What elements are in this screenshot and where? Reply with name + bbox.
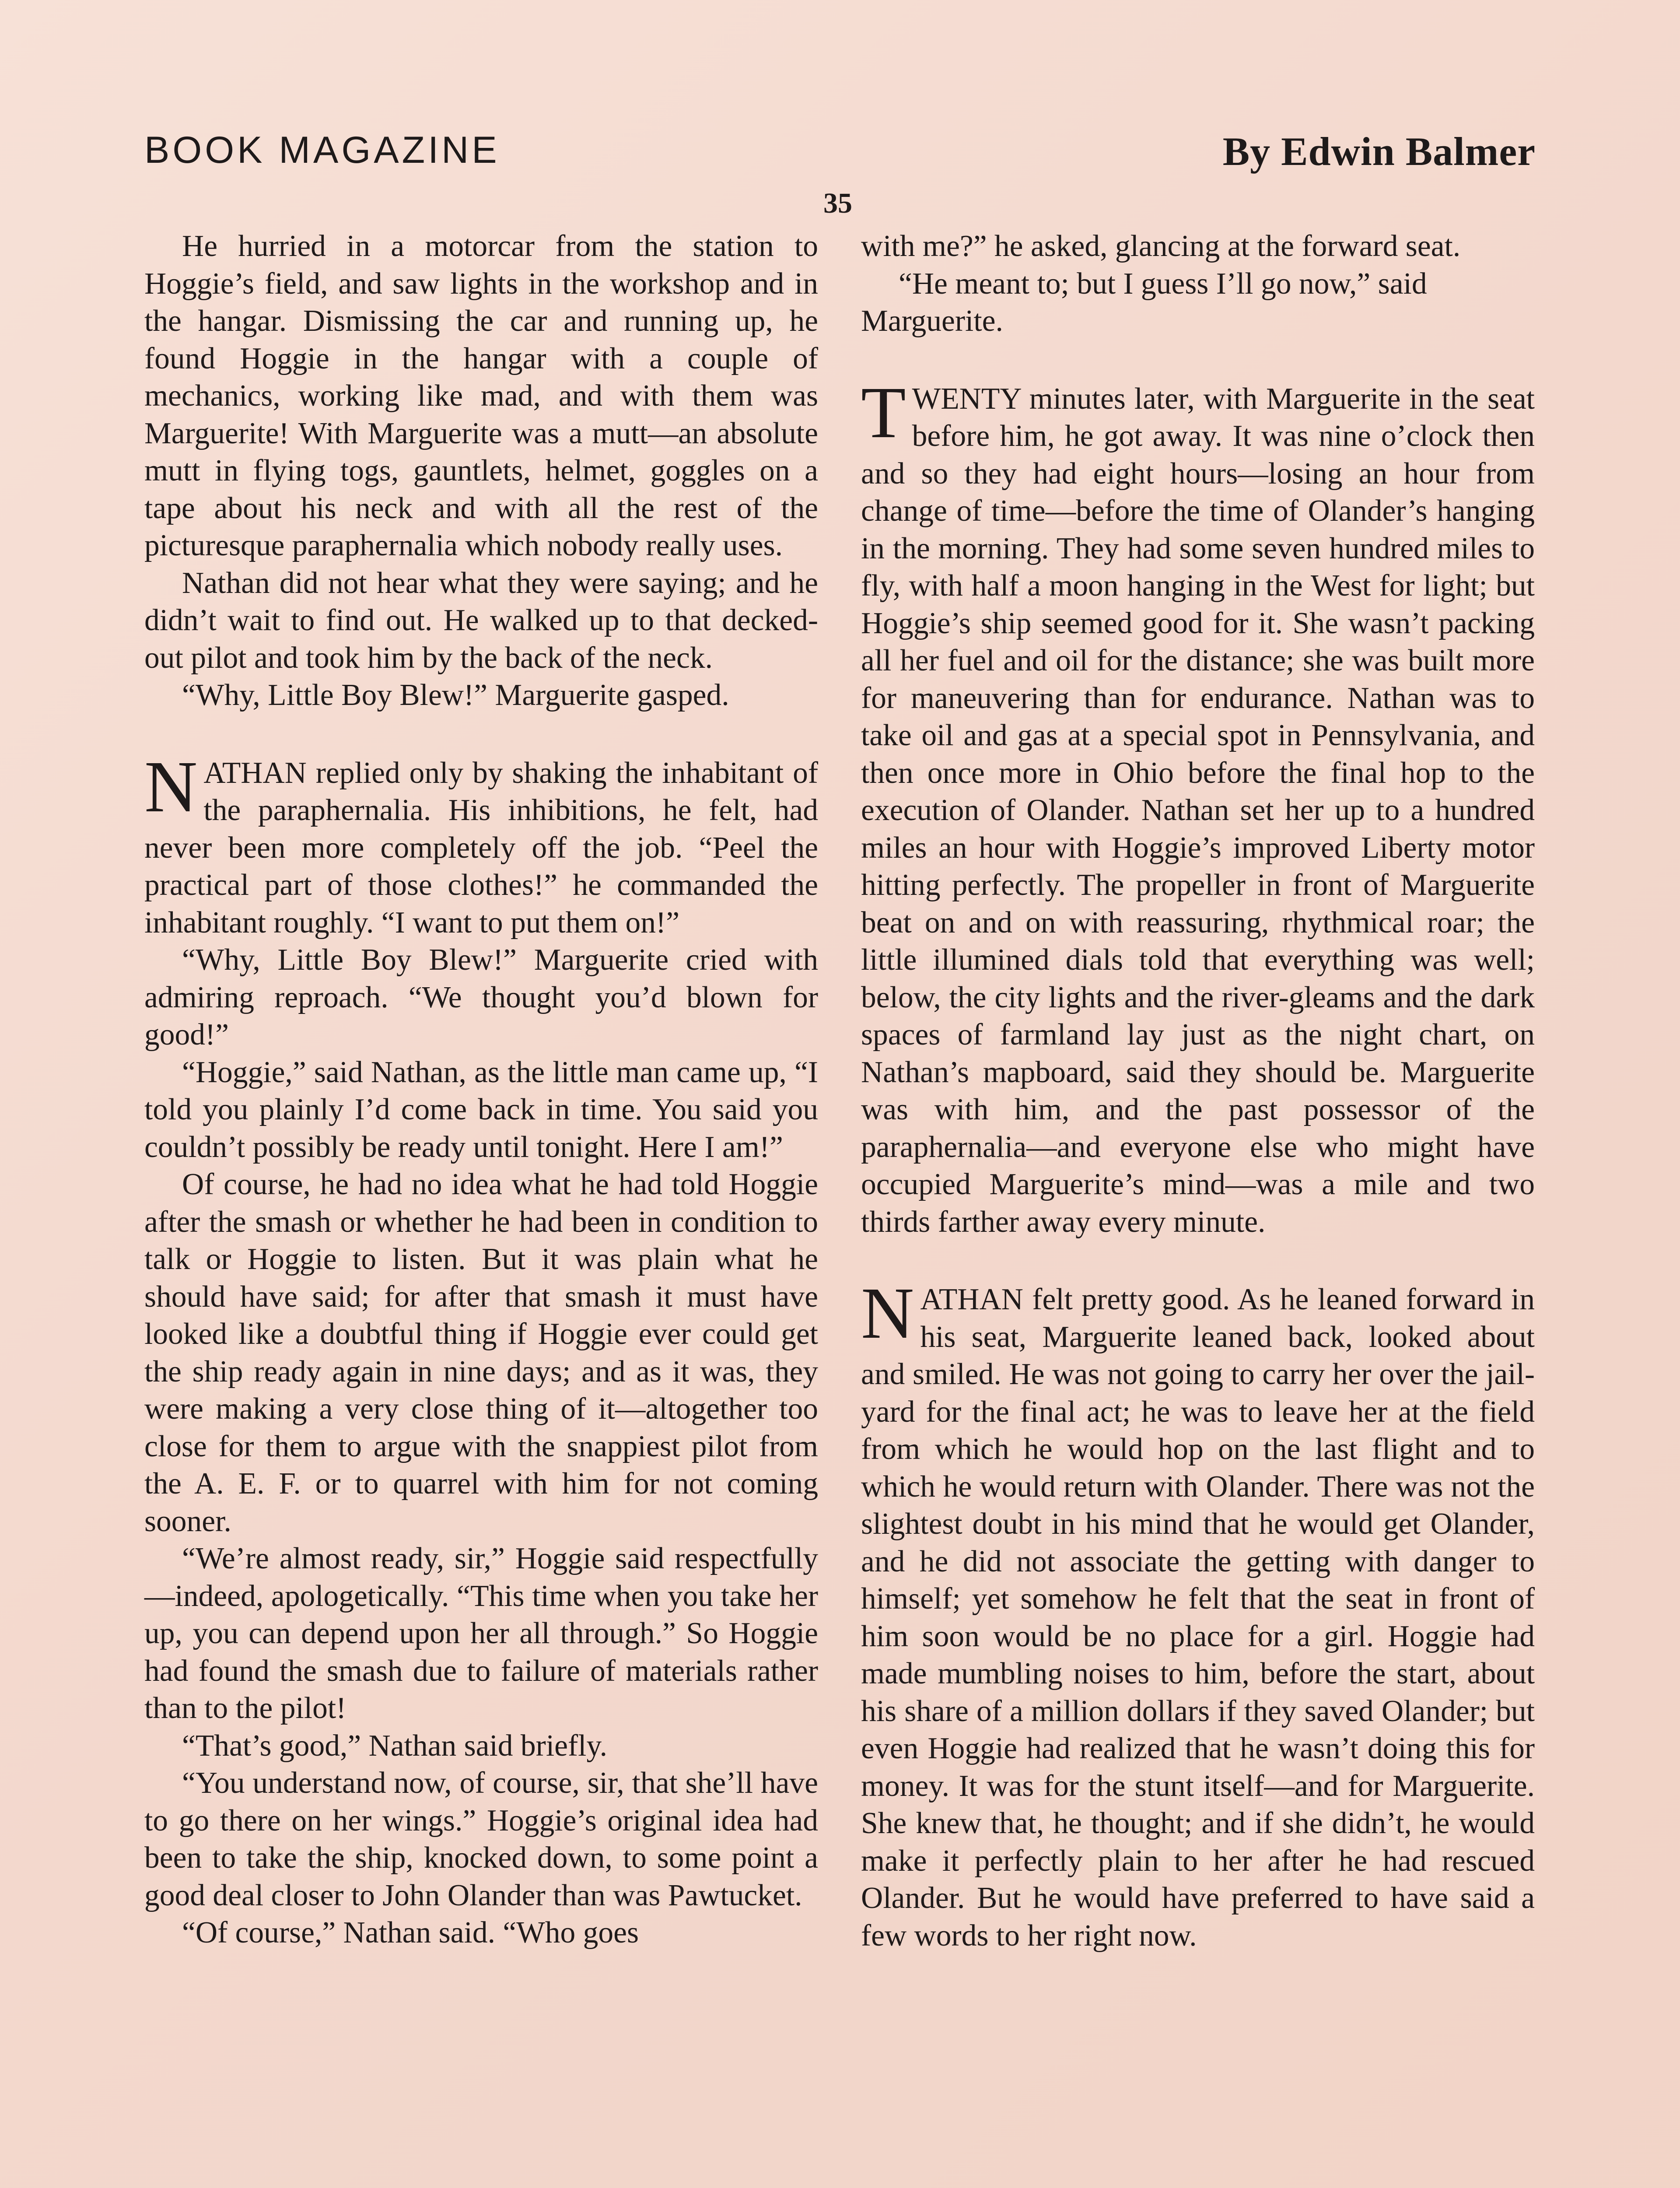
paragraph: “Of course,” Nathan said. “Who goes	[182, 1916, 639, 1950]
paragraph-text: ATHAN replied only by shaking the inhabitant of the paraphernalia. His inhibitions, he felt, had never been more completely off the job. “Peel the practical part of those clothes!” he commanded the inhabitant roughly. “I want to put them on!”	[144, 756, 818, 940]
paragraph: “Why, Little Boy Blew!” Marguerite gasped.	[182, 678, 729, 712]
running-head-magazine-title: BOOK MAGAZINE	[144, 129, 500, 171]
drop-cap: T	[861, 372, 906, 453]
paragraph: “You understand now, of course, sir, that she’ll have to go there on her wings.” Hoggie’s original idea had been to take the ship, knocked down, to some point a good deal closer to John Olander than was Pawtucket.	[144, 1766, 818, 1912]
left-column	[144, 228, 818, 1952]
right-column	[861, 228, 1535, 1954]
paragraph: “He meant to; but I guess I’ll go now,” said Marguerite.	[861, 266, 1427, 338]
running-head-author: By Edwin Balmer	[1222, 129, 1536, 174]
paragraph: “Hoggie,” said Nathan, as the little man came up, “I told you plainly I’d come back in time. You said you couldn’t possibly be ready until tonight. Here I am!”	[144, 1055, 818, 1164]
paragraph: Of course, he had no idea what he had told Hoggie after the smash or whether he had been in condition to talk or Hoggie to listen. But it was plain what he should have said; for after that smash it must have looked like a doubtful thing if Hoggie ever could get the ship ready again in nine days; and as it was, they were making a very close thing of it—altogether too close for them to argue with the snappiest pilot from the A. E. F. or to quarrel with him for not coming sooner.	[144, 1168, 818, 1538]
page-number: 35	[823, 187, 852, 219]
paragraph: He hurried in a motorcar from the station to Hoggie’s field, and saw lights in the workshop and in the hangar. Dismissing the car and running up, he found Hoggie in the hangar with a couple of mechanics, working like mad, and with them was Marguerite! With Marguerite was a mutt—an absolute mutt in flying togs, gauntlets, helmet, goggles on a tape about his neck and with all the rest of the picturesque paraphernalia which nobody really uses.	[144, 229, 818, 562]
paragraph: “That’s good,” Nathan said briefly.	[182, 1729, 608, 1763]
paragraph: Nathan did not hear what they were saying; and he didn’t wait to find out. He walked up to that decked-out pilot and took him by the back of the neck.	[144, 566, 818, 675]
section-paragraph	[861, 372, 1535, 1241]
section-paragraph	[144, 746, 818, 942]
paragraph: “We’re almost ready, sir,” Hoggie said respectfully—indeed, apologetically. “This time when you take her up, you can depend upon her all through.” So Hoggie had found the smash due to failure of materials rather than to the pilot!	[144, 1542, 818, 1725]
drop-cap: N	[144, 746, 198, 828]
paragraph: “Why, Little Boy Blew!” Marguerite cried with admiring reproach. “We thought you’d blown for good!”	[144, 943, 818, 1052]
drop-cap: N	[861, 1273, 914, 1354]
section-paragraph	[861, 1273, 1535, 1954]
paragraph-text: ATHAN felt pretty good. As he leaned forward in his seat, Marguerite leaned back, looked about and smiled. He was not going to carry her over the jail-yard for the final act; he was to leave her at the field from which he would hop on the last flight and to which he would return with Olander. There was not the slightest doubt in his mind that he would get Olander, and he did not associate the getting with danger to himself; yet somehow he felt that the seat in front of him soon would be no place for a girl. Hoggie had made mumbling noises to him, before the start, about his share of a million dollars if they saved Olander; but even Hoggie had realized that he wasn’t doing this for money. It was for the stunt itself—and for Marguerite. She knew that, he thought; and if she didn’t, he would make it perfectly plain to her after he had rescued Olander. But he would have preferred to have said a few words to her right now.	[861, 1283, 1535, 1953]
paragraph: with me?” he asked, glancing at the forward seat.	[861, 229, 1461, 263]
paragraph-text: WENTY minutes later, with Marguerite in the seat before him, he got away. It was nine o’clock then and so they had eight hours—losing an hour from change of time—before the time of Olander’s hanging in the morning. They had some seven hundred miles to fly, with half a moon hanging in the West for light; but Hoggie’s ship seemed good for it. She wasn’t packing all her fuel and oil for the distance; she was built more for maneuvering than for endurance. Nathan was to take oil and gas at a special spot in Pennsylvania, and then once more in Ohio before the final hop to the execution of Olander. Nathan set her up to a hundred miles an hour with Hoggie’s improved Liberty motor hitting perfectly. The propeller in front of Marguerite beat on and on with reassuring, rhythmical roar; the little illumined dials told that everything was well; below, the city lights and the river-gleams and the dark spaces of farmland lay just as the night chart, on Nathan’s mapboard, said they should be. Marguerite was with him, and the past possessor of the paraphernalia—and everyone else who might have occupied Marguerite’s mind—was a mile and two thirds farther away every minute.	[861, 382, 1535, 1239]
